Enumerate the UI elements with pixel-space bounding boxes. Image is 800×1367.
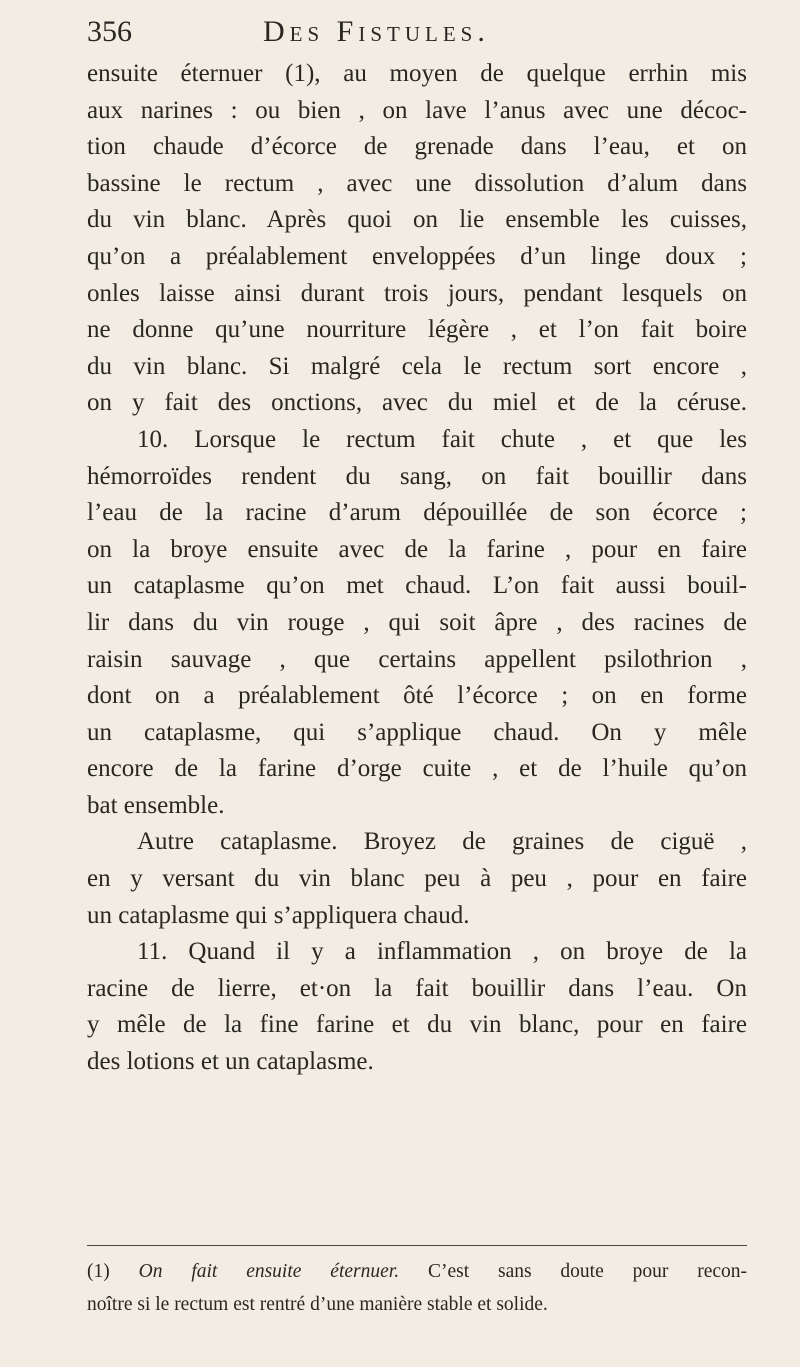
footnote-line-2: noître si le rectum est rentré d’une manière stable et solide. xyxy=(87,1294,548,1315)
paragraph-11-start: 11. Quand il y a inflammation , on broye de la xyxy=(137,938,747,966)
text-line: ensuite éternuer (1), au moyen de quelque errhin mis xyxy=(87,60,747,87)
text-line: racine de lierre, et·on la fait bouillir dans l’eau. On xyxy=(87,974,747,1002)
text-line: lir dans du vin rouge , qui soit âpre , des racines de xyxy=(87,608,747,636)
text-line: l’eau de la racine d’arum dépouillée de son écorce ; xyxy=(87,499,747,527)
text-line: bassine le rectum , avec une dissolution d’alum dans xyxy=(87,169,747,197)
text-line: un cataplasme, qui s’applique chaud. On y mêle xyxy=(87,718,747,746)
running-title: Des Fistules. xyxy=(263,15,490,48)
footnote-line-1 xyxy=(87,1255,747,1288)
text-line: des lotions et un cataplasme. xyxy=(87,1048,374,1076)
text-line: onles laisse ainsi durant trois jours, pendant lesquels on xyxy=(87,279,747,307)
text-line: bat ensemble. xyxy=(87,791,225,819)
footnote-cited-phrase: On fait ensuite éternuer. xyxy=(138,1261,400,1282)
page-header xyxy=(87,12,747,52)
text-line: aux narines : ou bien , on lave l’anus avec une décoc- xyxy=(87,96,747,124)
footnote xyxy=(87,1255,747,1321)
footnote-line-1-text: C’est sans doute pour recon- xyxy=(427,1261,748,1282)
footnote-separator-rule xyxy=(87,1245,747,1246)
text-line: un cataplasme qu’on met chaud. L’on fait aussi bouil- xyxy=(87,572,747,600)
text-line: du vin blanc. Si malgré cela le rectum sort encore , xyxy=(87,352,747,380)
page-number: 356 xyxy=(87,15,132,48)
paragraph-cataplasme-start: Autre cataplasme. Broyez de graines de ciguë , xyxy=(137,828,747,856)
text-line: y mêle de la fine farine et du vin blanc, pour en faire xyxy=(87,1011,747,1039)
text-line: encore de la farine d’orge cuite , et de l’huile qu’on xyxy=(87,755,747,783)
text-line: tion chaude d’écorce de grenade dans l’eau, et on xyxy=(87,133,747,161)
text-line: du vin blanc. Après quoi on lie ensemble les cuisses, xyxy=(87,206,747,234)
text-line: on y fait des onctions, avec du miel et de la céruse. xyxy=(87,389,747,417)
text-line: raisin sauvage , que certains appellent psilothrion , xyxy=(87,645,747,673)
text-line: en y versant du vin blanc peu à peu , pour en faire xyxy=(87,865,747,893)
text-line: un cataplasme qui s’appliquera chaud. xyxy=(87,901,470,929)
text-line: hémorroïdes rendent du sang, on fait bouillir dans xyxy=(87,462,747,490)
text-line: qu’on a préalablement enveloppées d’un linge doux ; xyxy=(87,242,747,270)
footnote-marker: (1) xyxy=(87,1261,110,1282)
text-line: ne donne qu’une nourriture légère , et l’on fait boire xyxy=(87,316,747,344)
text-line: dont on a préalablement ôté l’écorce ; on en forme xyxy=(87,682,747,710)
text-line: on la broye ensuite avec de la farine , pour en faire xyxy=(87,535,747,563)
body-text xyxy=(87,56,747,1081)
paragraph-10-start: 10. Lorsque le rectum fait chute , et que les xyxy=(137,425,747,453)
